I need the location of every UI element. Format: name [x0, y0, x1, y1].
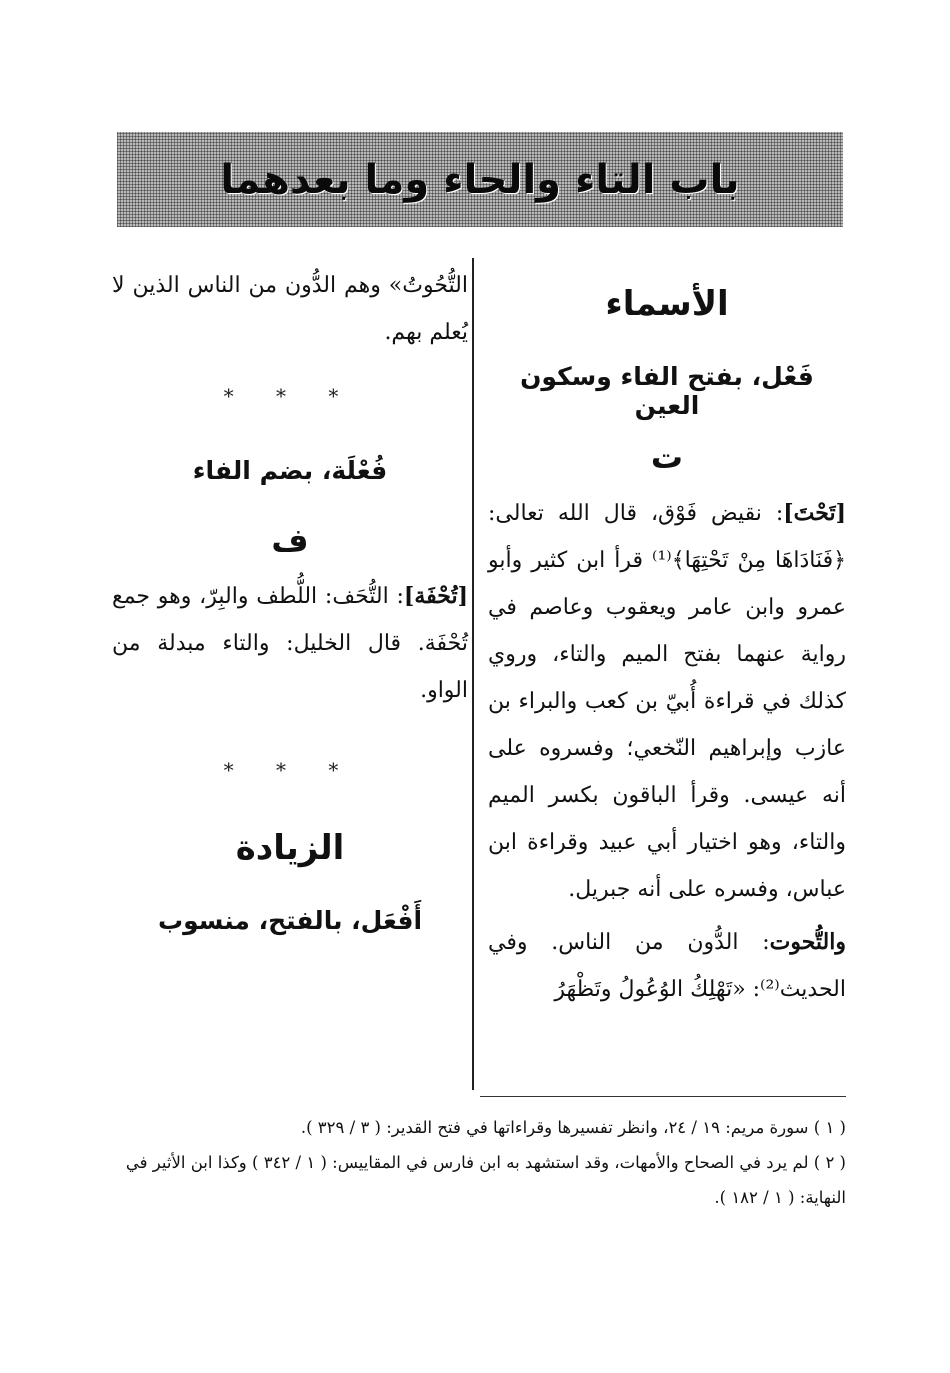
separator-stars: * * * — [223, 758, 357, 782]
right-column — [488, 262, 846, 1013]
entry-taht — [488, 490, 846, 913]
chapter-banner — [117, 132, 843, 227]
section-title-asmaa: الأسماء — [605, 284, 729, 324]
entry-term: [تُحْفَة] — [403, 583, 468, 609]
footnotes — [110, 1110, 846, 1215]
entry-term: والتُّحوت — [769, 929, 846, 955]
chapter-title: باب التاء والحاء وما بعدهما — [220, 156, 740, 203]
pattern-heading-afal: أَفْعَل، بالفتح، منسوب — [157, 906, 423, 935]
separator-stars: * * * — [223, 384, 357, 408]
entry-term: [تَحْتَ] — [783, 500, 846, 526]
footnote-1: ( ١ ) سورة مريم: ١٩ / ٢٤، وانظر تفسيرها وقراءاتها في فتح القدير: ( ٣ / ٣٢٩ ). — [300, 1118, 846, 1137]
left-column — [112, 262, 468, 935]
entry-tuhfa — [112, 573, 468, 714]
letter-heading-fa: ف — [271, 521, 309, 559]
pattern-heading-fula: فُعْلَة، بضم الفاء — [192, 456, 388, 485]
entry-text: : الدُّون من الناس. وفي الحديث⁽²⁾: «تَهْلِكُ الوُعُولُ وتَظْهَرُ — [488, 930, 846, 1002]
column-divider — [472, 258, 474, 1090]
entry-text: : نقيض فَوْق، قال الله تعالى: ﴿فَنَادَاهَا مِنْ تَحْتِهَا﴾⁽¹⁾ قرأ ابن كثير وأبو عمرو وابن عامر ويعقوب وعاصم في رواية عنهما بفتح الميم والتاء، وروي كذلك في قراءة أُبيّ بن كعب والبراء بن عازب وإبراهيم النّخعي؛ وفسروه على أنه عيسى. وقرأ الباقون بكسر الميم والتاء، وهو اختيار أبي عبيد وقراءة ابن عباس، وفسره على أنه جبريل. — [488, 501, 846, 902]
entry-tuhut — [488, 919, 846, 1013]
section-title-ziyada: الزيادة — [235, 828, 345, 868]
letter-heading-ta: ت — [650, 438, 684, 476]
continuation-text: التُّحُوتُ» وهم الدُّون من الناس الذين لا يُعلم بهم. — [112, 273, 468, 345]
footnote-2: ( ٢ ) لم يرد في الصحاح والأمهات، وقد استشهد به ابن فارس في المقاييس: ( ١ / ٣٤٢ ) وكذا ابن الأثير في النهاية: ( ١ / ١٨٢ ). — [125, 1153, 846, 1207]
pattern-heading-fal: فَعْل، بفتح الفاء وسكون العين — [520, 362, 814, 420]
entry-text: : التُّحَف: اللُّطف والبِرّ، وهو جمع تُحْفَة. قال الخليل: والتاء مبدلة من الواو. — [112, 584, 468, 703]
footnote-rule — [480, 1096, 846, 1097]
